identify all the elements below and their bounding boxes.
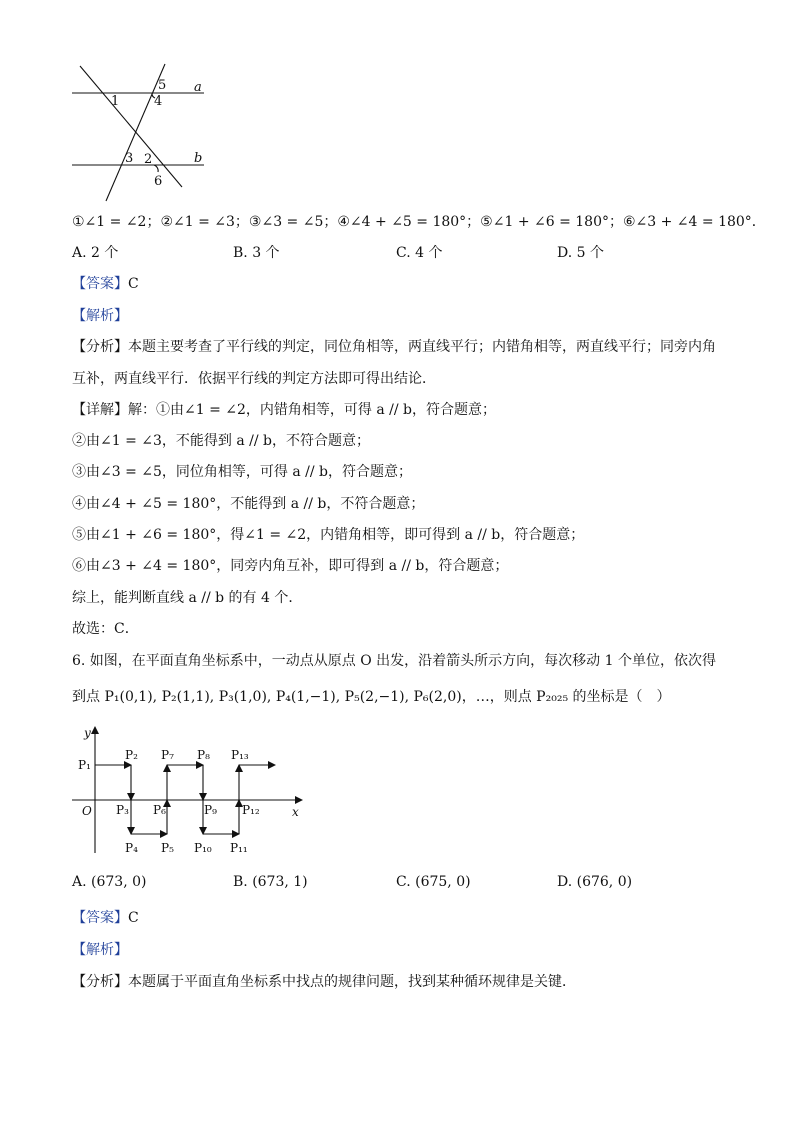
q5-answer-value: C (128, 276, 139, 292)
fig1-label-3: 3 (125, 151, 134, 166)
fig2-label-p12: P₁₂ (242, 803, 260, 817)
q5-option-a: A. 2 个 (72, 245, 119, 261)
q5-analysis-line-4: ②由∠1 = ∠3，不能得到 a // b，不符合题意； (72, 433, 370, 449)
fig1-label-6: 6 (154, 174, 163, 189)
q5-analysis-line-9: 综上，能判断直线 a // b 的有 4 个． (72, 590, 303, 606)
q5-option-d: D. 5 个 (557, 245, 604, 261)
q6-option-a: A. (673, 0) (72, 874, 147, 890)
q5-option-b: B. 3 个 (233, 245, 280, 261)
fig2-label-p11: P₁₁ (230, 841, 248, 855)
q6-option-c: C. (675, 0) (396, 874, 471, 890)
q5-analysis-line-5: ③由∠3 = ∠5，同位角相等，可得 a // b，符合题意； (72, 464, 412, 480)
q5-option-c: C. 4 个 (396, 245, 443, 261)
parallel-lines-figure (66, 62, 276, 202)
fig2-label-x: x (292, 805, 299, 819)
coordinate-path-figure (70, 725, 320, 860)
fig2-label-p5: P₅ (161, 841, 174, 855)
fig2-label-p1: P₁ (78, 758, 91, 772)
q5-analysis-line-8: ⑥由∠3 + ∠4 = 180°，同旁内角互补，即可得到 a // b，符合题意； (72, 558, 509, 574)
fig2-label-p8: P₈ (197, 748, 210, 762)
fig2-label-p2: P₂ (125, 748, 138, 762)
q5-analysis-line-3: 【详解】解：①由∠1 = ∠2，内错角相等，可得 a // b，符合题意； (72, 402, 496, 418)
q6-option-d: D. (676, 0) (557, 874, 633, 890)
q6-option-b: B. (673, 1) (233, 874, 308, 890)
q6-answer (72, 908, 139, 928)
q5-analysis-line-7: ⑤由∠1 + ∠6 = 180°，得∠1 = ∠2，内错角相等，即可得到 a // b，符合题意； (72, 527, 585, 543)
fig1-label-a: a (194, 80, 202, 95)
fig2-label-p9: P₉ (204, 803, 217, 817)
q5-analysis-line-2: 互补，两直线平行．依据平行线的判定方法即可得出结论． (72, 371, 436, 387)
fig1-label-5: 5 (158, 78, 167, 93)
q6-stem-line-2: 到点 P₁(0,1), P₂(1,1), P₃(1,0), P₄(1,−1), P₅(2,−1), P₆(2,0)，…，则点 P₂₀₂₅ 的坐标是（ ） (72, 689, 671, 705)
fig2-label-p13: P₁₃ (231, 748, 249, 762)
angle-arc-6 (154, 165, 158, 172)
fig1-label-4: 4 (154, 94, 163, 109)
q5-answer-tag: 【答案】 (72, 276, 128, 292)
fig2-label-o: O (82, 804, 92, 818)
q5-analysis-line-10: 故选：C． (72, 621, 139, 637)
fig1-label-1: 1 (111, 94, 120, 109)
q6-analysis-tag: 【解析】 (72, 942, 128, 958)
fig2-label-p6: P₆ (153, 803, 166, 817)
fig2-label-p7: P₇ (161, 748, 174, 762)
q6-answer-tag: 【答案】 (72, 910, 128, 926)
q5-analysis-line-1: 【分析】本题主要考查了平行线的判定，同位角相等，两直线平行；内错角相等，两直线平行；同旁内角 (72, 339, 716, 355)
fig2-label-p10: P₁₀ (194, 841, 212, 855)
q5-analysis-line-6: ④由∠4 + ∠5 = 180°，不能得到 a // b，不符合题意； (72, 496, 425, 512)
fig2-label-p3: P₃ (116, 803, 129, 817)
q5-analysis-tag: 【解析】 (72, 308, 128, 324)
fig2-label-p4: P₄ (125, 841, 138, 855)
q6-analysis-line: 【分析】本题属于平面直角坐标系中找点的规律问题，找到某种循环规律是关键． (72, 974, 576, 990)
q5-conditions: ①∠1 = ∠2；②∠1 = ∠3；③∠3 = ∠5；④∠4 + ∠5 = 180°；⑤∠1 + ∠6 = 180°；⑥∠3 + ∠4 = 180°． (72, 214, 766, 230)
q5-answer (72, 274, 139, 294)
fig1-label-2: 2 (144, 152, 153, 167)
fig1-label-b: b (194, 151, 203, 166)
q6-stem-line-1: 6. 如图，在平面直角坐标系中，一动点从原点 O 出发，沿着箭头所示方向，每次移动 1 个单位，依次得 (72, 653, 716, 669)
q6-answer-value: C (128, 910, 139, 926)
transversal-left (80, 66, 182, 187)
fig2-label-y: y (84, 726, 91, 740)
